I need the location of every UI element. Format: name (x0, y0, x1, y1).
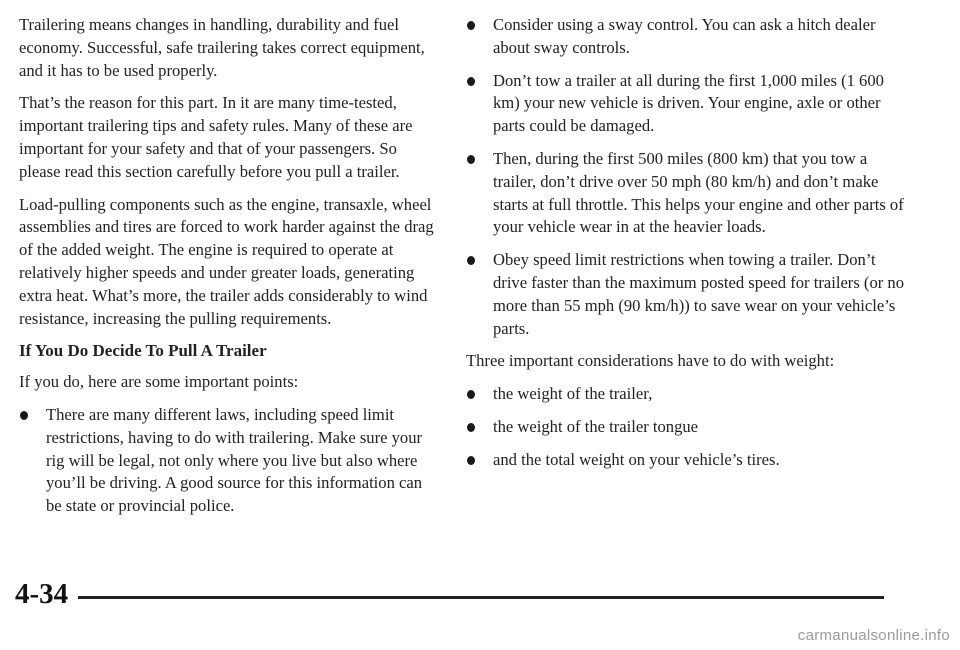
list-item (466, 249, 911, 340)
paragraph-load: Load-pulling components such as the engine, transaxle, wheel assemblies and tires are forced to work harder against the drag of the added weight. The engine is required to operate at relatively higher speeds and under greater loads, generating extra heat. What’s more, the trailer adds considerably to wind resistance, increasing the pulling requirements. (19, 194, 434, 328)
paragraph-points-intro: If you do, here are some important points: (19, 372, 299, 392)
bullet-icon (20, 411, 28, 420)
section-heading: If You Do Decide To Pull A Trailer (19, 341, 267, 361)
bullet-text: Consider using a sway control. You can ask a hitch dealer about sway controls. (493, 15, 876, 57)
bullet-text: There are many different laws, including speed limit restrictions, having to do with trailering. Make sure your rig will be legal, not only where you live but also where you’ll be driving. A good source for this information can be state or provincial police. (46, 404, 423, 516)
bullet-text: and the total weight on your vehicle’s tires. (493, 449, 780, 469)
bullet-icon (467, 256, 475, 265)
bullet-icon (467, 423, 475, 432)
footer-rule (78, 596, 884, 599)
bullet-list-tips (466, 14, 911, 340)
bullet-text: Obey speed limit restrictions when towing a trailer. Don’t drive faster than the maximum posted speed for trailers (or no more than 55 mph (90 km/h)) to save wear on your vehicle’s parts. (493, 250, 905, 338)
list-item (466, 449, 911, 472)
list-item (19, 404, 439, 518)
bullet-list-laws (19, 404, 439, 518)
paragraph-intro: Trailering means changes in handling, durability and fuel economy. Successful, safe trailering takes correct equipment, and it has to be used properly. (19, 15, 425, 80)
bullet-text: Then, during the first 500 miles (800 km) that you tow a trailer, don’t drive over 50 mph (80 km/h) and don’t make starts at full throttle. This helps your engine and other parts of your vehicle wear in at the heavier loads. (493, 148, 904, 237)
bullet-text: the weight of the trailer, (493, 384, 653, 404)
bullet-icon (467, 155, 475, 164)
list-item (466, 148, 911, 239)
bullet-icon (467, 77, 475, 86)
list-item (466, 383, 911, 406)
bullet-text: the weight of the trailer tongue (493, 416, 699, 436)
left-column (19, 14, 439, 528)
paragraph-weight-intro: Three important considerations have to do with weight: (466, 351, 835, 371)
list-item (466, 416, 911, 439)
bullet-text: Don’t tow a trailer at all during the first 1,000 miles (1 600 km) your new vehicle is driven. Your engine, axle or other parts could be damaged. (493, 70, 884, 136)
bullet-list-weight (466, 383, 911, 471)
list-item (466, 70, 911, 138)
bullet-icon (467, 390, 475, 399)
list-item (466, 14, 911, 60)
watermark: carmanualsonline.info (797, 627, 950, 644)
paragraph-reason: That’s the reason for this part. In it are many time-tested, important trailering tips and safety rules. Many of these are important for your safety and that of your passengers. So please read this section carefully before you pull a trailer. (19, 93, 413, 181)
page-number: 4-34 (15, 578, 69, 610)
right-column (466, 14, 911, 482)
bullet-icon (467, 456, 475, 465)
bullet-icon (467, 21, 475, 30)
